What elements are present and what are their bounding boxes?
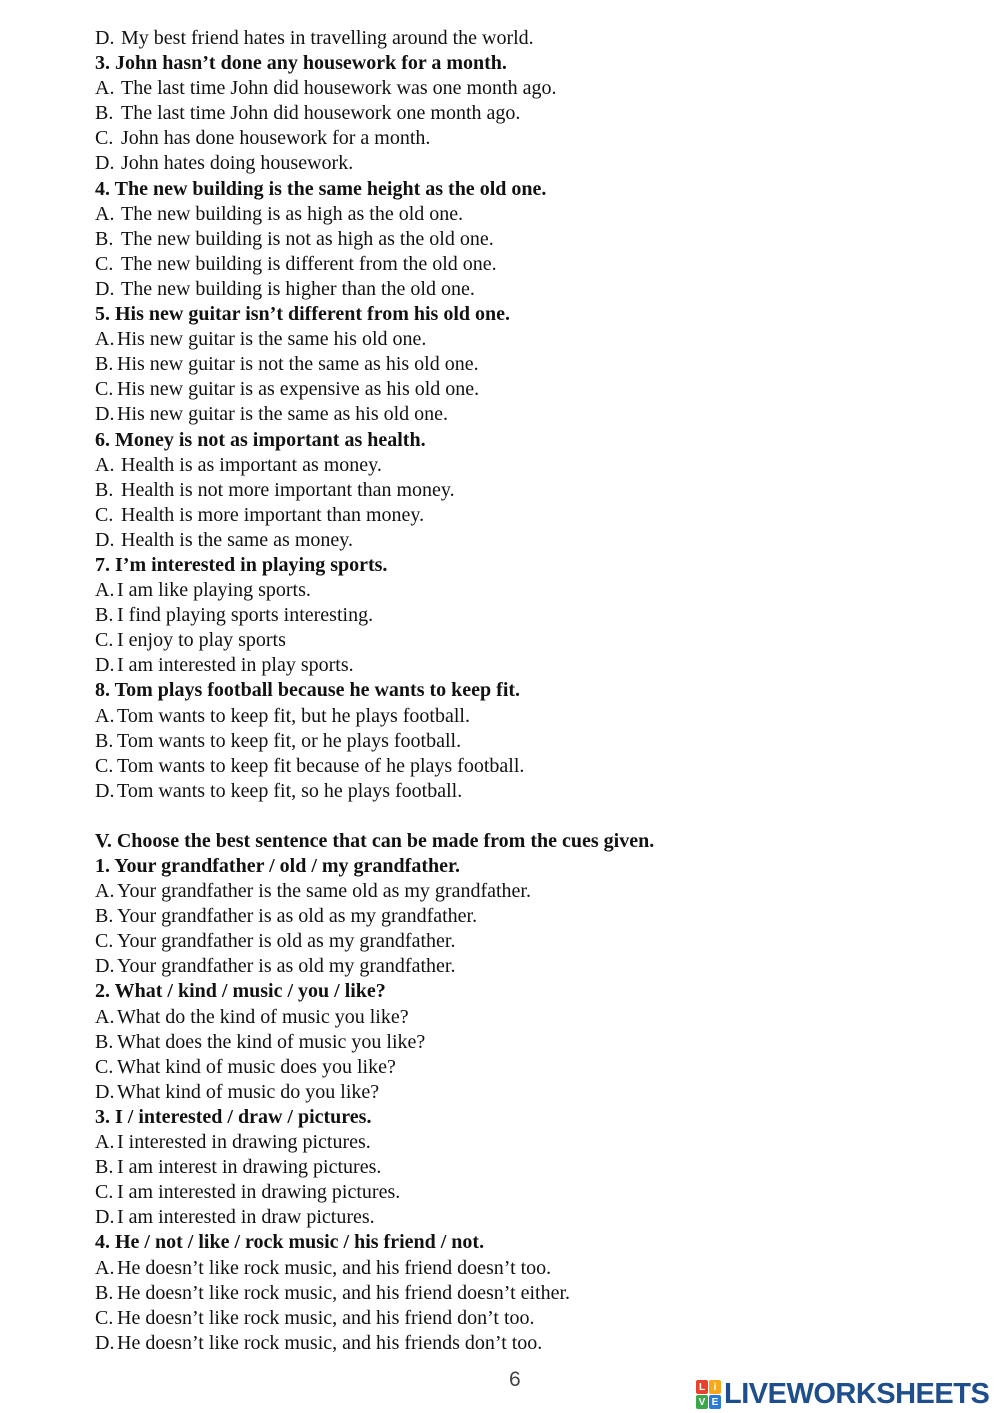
answer-option	[95, 1080, 955, 1105]
answer-option	[95, 202, 955, 227]
answer-option	[95, 327, 955, 352]
answer-option	[95, 227, 955, 252]
question-stem: 4. The new building is the same height as the old one.	[95, 177, 547, 200]
worksheet-page	[95, 26, 955, 1356]
option-text: I enjoy to play sports	[117, 629, 286, 652]
answer-option	[95, 653, 955, 678]
option-text: The last time John did housework one month ago.	[121, 102, 521, 125]
option-text: Tom wants to keep fit because of he plays football.	[117, 754, 525, 777]
option-text: John has done housework for a month.	[121, 127, 431, 150]
option-letter: D.	[95, 654, 115, 677]
option-letter: B.	[95, 227, 114, 250]
answer-option	[95, 126, 955, 151]
answer-option	[95, 528, 955, 553]
option-letter: D.	[95, 779, 115, 802]
option-letter: A.	[95, 1131, 115, 1154]
option-text: What do the kind of music you like?	[117, 1005, 409, 1028]
section-v-heading: V. Choose the best sentence that can be made from the cues given.	[95, 829, 655, 852]
option-letter: A.	[95, 704, 115, 727]
section-iv-continued	[95, 26, 955, 804]
answer-option	[95, 1180, 955, 1205]
answer-option	[95, 879, 955, 904]
option-letter: A.	[95, 202, 115, 225]
option-letter: A.	[95, 328, 115, 351]
option-text: I am interested in play sports.	[117, 654, 354, 677]
option-text: His new guitar is not the same as his old one.	[117, 353, 479, 376]
option-letter: D.	[95, 277, 115, 300]
answer-option	[95, 1130, 955, 1155]
option-letter: B.	[95, 604, 114, 627]
option-letter: C.	[95, 252, 114, 275]
option-letter: A.	[95, 880, 115, 903]
option-text: He doesn’t like rock music, and his friend don’t too.	[117, 1306, 535, 1329]
option-text: I am interest in drawing pictures.	[117, 1156, 382, 1179]
option-text: His new guitar is as expensive as his old one.	[117, 378, 480, 401]
option-letter: C.	[95, 127, 114, 150]
answer-option	[95, 252, 955, 277]
answer-option	[95, 1256, 955, 1281]
option-letter: C.	[95, 629, 114, 652]
option-letter: D.	[95, 528, 115, 551]
option-text: Health is as important as money.	[121, 453, 382, 476]
answer-option	[95, 578, 955, 603]
answer-option	[95, 1005, 955, 1030]
option-letter: D.	[95, 152, 115, 175]
answer-option	[95, 729, 955, 754]
option-text: The new building is different from the old one.	[121, 252, 497, 275]
answer-option	[95, 1055, 955, 1080]
answer-option	[95, 954, 955, 979]
answer-option	[95, 453, 955, 478]
answer-option	[95, 402, 955, 427]
option-letter: D.	[95, 955, 115, 978]
option-text: His new guitar is the same as his old one.	[117, 403, 449, 426]
question-stem: 1. Your grandfather / old / my grandfather.	[95, 855, 461, 877]
option-letter: C.	[95, 1306, 114, 1329]
option-text: Health is not more important than money.	[121, 478, 455, 501]
option-text: The new building is higher than the old one.	[121, 277, 475, 300]
question-stem: 8. Tom plays football because he wants to keep fit.	[95, 679, 521, 702]
option-text: The new building is as high as the old one.	[121, 202, 464, 225]
option-letter: A.	[95, 1005, 115, 1028]
option-letter: C.	[95, 930, 114, 953]
question-stem: 3. I / interested / draw / pictures.	[95, 1105, 372, 1128]
option-letter: B.	[95, 1281, 114, 1304]
option-text: Your grandfather is as old as my grandfather.	[117, 905, 478, 928]
answer-option	[95, 904, 955, 929]
option-letter: A.	[95, 453, 115, 476]
option-text: He doesn’t like rock music, and his friends don’t too.	[117, 1331, 543, 1354]
answer-option	[95, 377, 955, 402]
option-letter: B.	[95, 905, 114, 928]
option-letter: B.	[95, 353, 114, 376]
option-text: He doesn’t like rock music, and his friend doesn’t too.	[117, 1256, 552, 1279]
answer-option	[95, 478, 955, 503]
option-text: The new building is not as high as the old one.	[121, 227, 494, 250]
option-letter: C.	[95, 503, 114, 526]
liveworksheets-logo	[696, 1378, 989, 1411]
option-letter: A.	[95, 1256, 115, 1279]
option-letter: B.	[95, 1156, 114, 1179]
option-letter: D.	[95, 1080, 115, 1103]
answer-option	[95, 1306, 955, 1331]
question-stem: 5. His new guitar isn’t different from his old one.	[95, 303, 511, 326]
option-text: What kind of music do you like?	[117, 1080, 380, 1103]
option-letter: C.	[95, 1181, 114, 1204]
question-stem: 6. Money is not as important as health.	[95, 428, 426, 451]
option-letter: C.	[95, 1055, 114, 1078]
option-letter: B.	[95, 1030, 114, 1053]
question-stem: 4. He / not / like / rock music / his friend / not.	[95, 1231, 485, 1254]
option-text: I am like playing sports.	[117, 579, 311, 602]
option-text: John hates doing housework.	[121, 152, 354, 175]
option-text: I am interested in draw pictures.	[117, 1206, 375, 1229]
answer-option	[95, 76, 955, 101]
option-letter: C.	[95, 754, 114, 777]
answer-option	[95, 779, 955, 804]
option-letter: B.	[95, 478, 114, 501]
option-text: His new guitar is the same his old one.	[117, 328, 427, 351]
answer-option	[95, 277, 955, 302]
option-text: I find playing sports interesting.	[117, 604, 374, 627]
question-stem: 7. I’m interested in playing sports.	[95, 553, 388, 576]
option-text: I am interested in drawing pictures.	[117, 1181, 401, 1204]
answer-option	[95, 1205, 955, 1230]
option-text: Tom wants to keep fit, but he plays football.	[117, 704, 470, 727]
liveworksheets-logo-text: LIVEWORKSHEETS	[724, 1378, 990, 1410]
option-letter: C.	[95, 378, 114, 401]
option-text: He doesn’t like rock music, and his friend doesn’t either.	[117, 1281, 571, 1304]
option-letter: B.	[95, 729, 114, 752]
answer-option	[95, 929, 955, 954]
answer-option	[95, 754, 955, 779]
answer-option	[95, 101, 955, 126]
option-letter: A.	[95, 579, 115, 602]
answer-option	[95, 1155, 955, 1180]
liveworksheets-logo-icon: L i V E	[696, 1380, 721, 1409]
option-text: Your grandfather is as old my grandfather.	[117, 955, 456, 978]
option-text: My best friend hates in travelling around the world.	[121, 27, 534, 49]
answer-option	[95, 704, 955, 729]
section-gap	[95, 804, 955, 829]
option-text: Tom wants to keep fit, so he plays football.	[117, 779, 463, 802]
answer-option	[95, 503, 955, 528]
option-text: What does the kind of music you like?	[117, 1030, 426, 1053]
answer-option	[95, 151, 955, 176]
answer-option	[95, 1331, 955, 1356]
question-stem: 3. John hasn’t done any housework for a month.	[95, 52, 507, 75]
option-letter: A.	[95, 77, 115, 100]
option-text: Health is the same as money.	[121, 528, 353, 551]
question-stem: 2. What / kind / music / you / like?	[95, 980, 386, 1003]
option-text: Tom wants to keep fit, or he plays football.	[117, 729, 462, 752]
option-letter: D.	[95, 403, 115, 426]
answer-option	[95, 603, 955, 628]
option-letter: D.	[95, 1331, 115, 1354]
option-text: The last time John did housework was one month ago.	[121, 77, 557, 100]
option-text: I interested in drawing pictures.	[117, 1131, 371, 1154]
answer-option	[95, 628, 955, 653]
page-number: 6	[509, 1368, 521, 1391]
answer-option	[95, 1030, 955, 1055]
option-letter: B.	[95, 102, 114, 125]
answer-option	[95, 26, 955, 51]
section-v-items	[95, 854, 955, 1356]
option-text: Your grandfather is old as my grandfather.	[117, 930, 456, 953]
answer-option	[95, 1281, 955, 1306]
option-letter: D.	[95, 27, 115, 49]
option-text: Your grandfather is the same old as my grandfather.	[117, 880, 531, 903]
option-text: Health is more important than money.	[121, 503, 425, 526]
option-letter: D.	[95, 1206, 115, 1229]
option-text: What kind of music does you like?	[117, 1055, 396, 1078]
answer-option	[95, 352, 955, 377]
